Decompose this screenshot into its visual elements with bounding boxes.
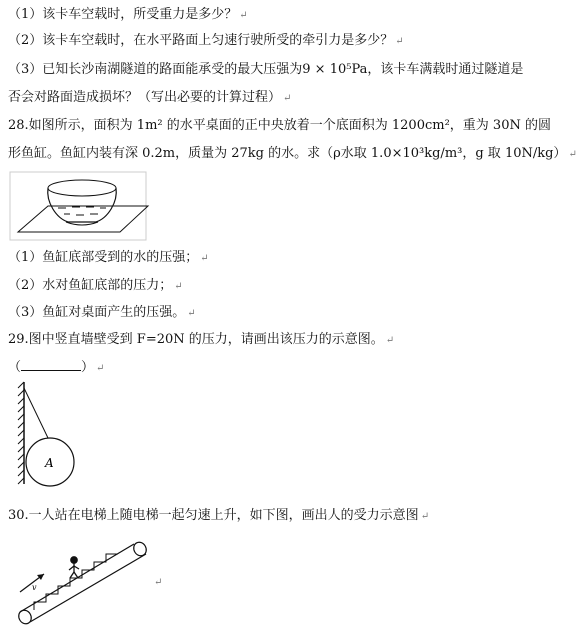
table-surface: [18, 206, 148, 232]
wall-hatching: [18, 382, 24, 484]
answer-close-paren: ）: [81, 360, 95, 375]
q29-stem-text: 29.图中竖直墙壁受到 F=20N 的压力，请画出该压力的示意图。: [8, 332, 384, 347]
paragraph-mark-icon: ↵: [385, 335, 395, 346]
paragraph-mark-icon: ↵: [283, 93, 292, 104]
q27-sub3-line1: [8, 61, 523, 79]
paragraph-mark-icon: ↵: [154, 577, 163, 588]
q29-stem: [8, 331, 394, 350]
q28-sub2-text: （2）水对鱼缸底部的压力；: [8, 278, 173, 293]
paragraph-mark-icon: ↵: [96, 363, 105, 374]
q27-sub1-text: （1）该卡车空载时，所受重力是多少？: [8, 7, 238, 22]
tank-body: [48, 188, 117, 222]
q28-sub2: [8, 277, 183, 296]
paragraph-mark-icon: ↵: [200, 253, 209, 264]
paragraph-mark-icon: ↵: [187, 308, 196, 319]
paragraph-mark-icon: ↵: [420, 511, 430, 522]
q27-sub2: [8, 32, 404, 51]
person-icon: [69, 557, 79, 578]
paragraph-mark-icon: ↵: [239, 10, 248, 21]
wall-ball-figure: [14, 378, 94, 488]
q28-sub3: [8, 304, 196, 323]
ball-label: A: [45, 456, 54, 470]
q30-stem: [8, 507, 429, 526]
q27-sub3-text-2: 否会对路面造成损坏？（写出必要的计算过程）: [8, 90, 282, 105]
q27-sub1: [8, 6, 248, 25]
q28-sub1: [8, 249, 209, 268]
answer-blank-line: [21, 358, 81, 371]
q30-stem-text: 30.一人站在电梯上随电梯一起匀速上升，如下图，画出人的受力示意图: [8, 508, 419, 523]
q27-sub3-line2: [8, 89, 291, 108]
string: [24, 388, 48, 438]
q27-sub3-text-1: （3）已知长沙南湖隧道的路面能承受的最大压强为9 × 10⁵Pa，该卡车满载时通过隧道是: [8, 62, 524, 77]
tank-rim: [48, 180, 116, 196]
paragraph-mark-icon: ↵: [568, 149, 577, 160]
q28-stem-line2: [8, 145, 577, 164]
q28-stem-text-1: 28.如图所示，面积为 1m² 的水平桌面的正中央放着一个底面积为 1200cm²，重为 30N 的圆: [8, 118, 551, 133]
q28-sub1-text: （1）鱼缸底部受到的水的压强；: [8, 250, 199, 265]
fish-tank-figure: [8, 170, 148, 242]
paragraph-mark-icon: ↵: [395, 36, 404, 47]
q29-answer-blank: [8, 358, 104, 378]
velocity-label: v: [32, 583, 37, 592]
paragraph-mark-icon: ↵: [174, 281, 183, 292]
escalator-figure: [14, 538, 174, 628]
answer-open-paren: （: [8, 360, 22, 375]
water-hatching: [58, 207, 106, 215]
q28-sub3-text: （3）鱼缸对桌面产生的压强。: [8, 305, 186, 320]
q28-stem-line1: [8, 117, 551, 135]
q28-stem-text-2: 形鱼缸。鱼缸内装有深 0.2m，质量为 27kg 的水。求（ρ水取 1.0×10³kg/m³，g 取 10N/kg）: [8, 146, 567, 161]
q27-sub2-text: （2）该卡车空载时，在水平路面上匀速行驶所受的牵引力是多少？: [8, 33, 394, 48]
